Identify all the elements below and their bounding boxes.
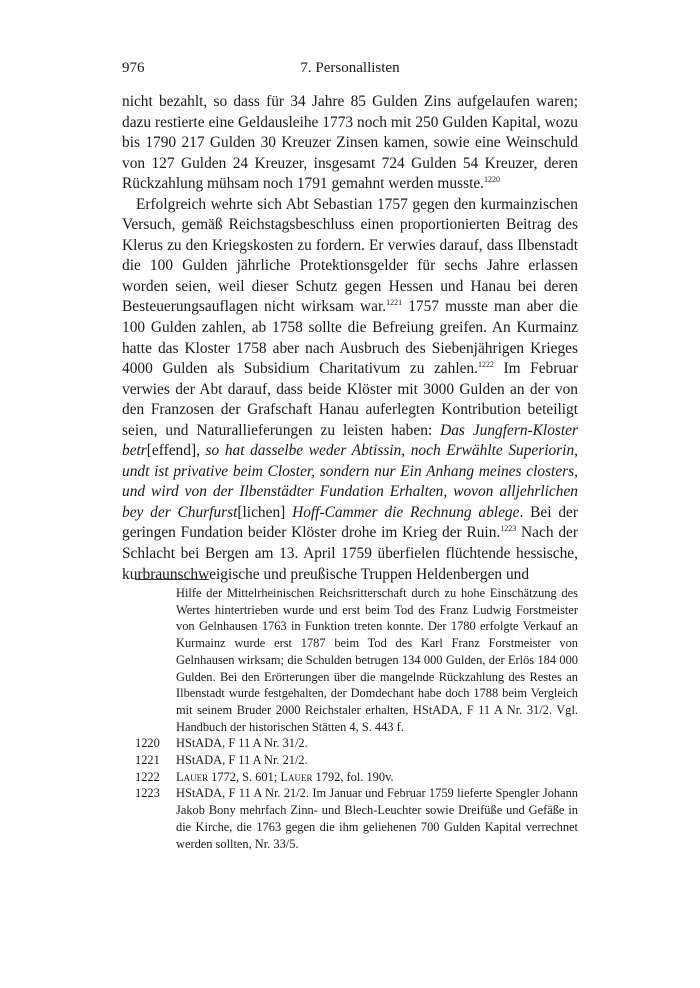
citation-text: 1772, S. 601; xyxy=(208,769,281,784)
footnote-1221 xyxy=(135,752,578,769)
quote-part-3: Hoff-Cammer die Rechnung ablege xyxy=(285,503,520,521)
footnote-number: 1221 xyxy=(135,753,160,768)
footnote-1220 xyxy=(135,735,578,752)
paragraph-2 xyxy=(122,195,578,585)
paragraph-2-text-d: . Bei der geringen Fundation beider Klöster drohe im Krieg der Ruin. xyxy=(122,503,578,542)
paragraph-2-text-b: 1757 musste man aber die 100 Gulden zahlen, ab 1758 sollte die Befreiung greifen. An Kurmainz hatte das Kloster 1758 aber nach Ausbruch des Siebenjährigen Krieges 4000 Gulden als Subsidium Charitativum zu zahlen. xyxy=(122,298,578,378)
footnote-ref-1223[interactable]: 1223 xyxy=(500,524,517,534)
footnote-number: 1222 xyxy=(135,769,160,784)
footnote-1223 xyxy=(135,785,578,852)
quote-part-2: , so hat dasselbe weder Abtissin, noch Erwählte Superiorin, undt ist privative beim Closter, sondern nur Ein Anhang meines closters, und wird von der Ilbenstädter Fundation Erhalten, wovon alljehrlichen bey der Churfurst xyxy=(122,442,578,521)
paragraph-2-text-a: Erfolgreich wehrte sich Abt Sebastian 1757 gegen den kurmainzischen Versuch, gemäß Reichstagsbeschluss einen proportionierten Beitrag des Klerus zu den Kriegskosten zu fordern. Er verwies darauf, dass Ilbenstadt die 100 Gulden jährliche Protektionsgelder für sechs Jahre erlassen worden seien, weil dieser Schutz gegen Hessen und Hanau bei deren Besteuerungsauflagen nicht wirksam war. xyxy=(122,195,578,316)
footnote-text xyxy=(176,769,578,786)
footnote-text: HStADA, F 11 A Nr. 21/2. xyxy=(176,753,308,768)
footnotes xyxy=(135,585,578,852)
running-title: 7. Personallisten xyxy=(300,60,400,76)
editorial-bracket-1: [effend] xyxy=(146,442,197,460)
footnote-number: 1220 xyxy=(135,736,160,751)
paragraph-2-text-c: Im Februar verwies der Abt darauf, dass beide Klöster mit 3000 Gulden an der von den Franzosen der Grafschaft Hanau auferlegten Kontribution beteiligt seien, und Naturallieferungen zu leisten haben: xyxy=(122,360,579,439)
footnote-number: 1223 xyxy=(135,786,160,801)
editorial-bracket-2: [lichen] xyxy=(237,503,286,521)
author-name: Lauer xyxy=(176,769,209,784)
footnote-text: HStADA, F 11 A Nr. 21/2. Im Januar und Februar 1759 lieferte Spengler Johann Jakob Bony mehrfach Zinn- und Blech-Leuchter sowie Dreifüße und Gefäße in die Kirche, die 1763 gegen die ihm geliehenen 700 Gulden Kapital verrechnet werden sollten, Nr. 33/5. xyxy=(176,786,578,851)
paragraph-1 xyxy=(122,92,578,195)
footnote-ref-1221[interactable]: 1221 xyxy=(386,298,403,308)
paragraph-2-text-e: Nach der Schlacht bei Bergen am 13. April 1759 überfielen flüchtende hessische, kurbraunschweigische und preußische Truppen Heldenbergen und xyxy=(122,524,578,583)
footnote-separator xyxy=(135,579,209,580)
quote-part-1: Das Jungfern-Kloster betr xyxy=(122,421,578,460)
author-name: Lauer xyxy=(280,769,313,784)
page-header xyxy=(122,60,578,84)
footnote-continuation: Hilfe der Mittelrheinischen Reichsritterschaft durch zu hohe Einschätzung des Wertes hintertrieben wurde und erst beim Tod des Franz Ludwig Forstmeister von Gelnhausen 1763 in Funktion treten konnte. Der 1780 erfolgte Verkauf an Kurmainz wurde erst 1787 beim Tod des Karl Franz Forstmeister von Gelnhausen wirksam; die Schulden betrugen 134 000 Gulden, der Erlös 184 000 Gulden. Bei den Erörterungen über die mangelnde Rückzahlung des Restes an Ilbenstadt wurde festgehalten, der Domdechant habe doch 1788 beim Vergleich mit seinem Bruder 2000 Reichstaler erhalten, HStADA, F 11 A Nr. 31/2. Vgl. Handbuch der historischen Stätten 4, S. 443 f. xyxy=(176,586,578,734)
citation-text: 1792, fol. 190v. xyxy=(312,769,394,784)
main-text xyxy=(122,92,578,585)
page-number: 976 xyxy=(122,60,145,76)
footnote-text: HStADA, F 11 A Nr. 31/2. xyxy=(176,736,308,751)
footnote-ref-1220[interactable]: 1220 xyxy=(484,175,501,185)
footnote-ref-1222[interactable]: 1222 xyxy=(477,360,494,370)
paragraph-1-text: nicht bezahlt, so dass für 34 Jahre 85 Gulden Zins aufgelaufen waren; dazu restierte eine Geldausleihe 1773 noch mit 250 Gulden Kapital, wozu bis 1790 217 Gulden 30 Kreuzer Zinsen kamen, sowie eine Weinschuld von 127 Gulden 24 Kreuzer, insgesamt 724 Gulden 54 Kreuzer, deren Rückzahlung mühsam noch 1791 gemahnt werden musste. xyxy=(122,93,578,193)
footnote-1222 xyxy=(135,769,578,786)
